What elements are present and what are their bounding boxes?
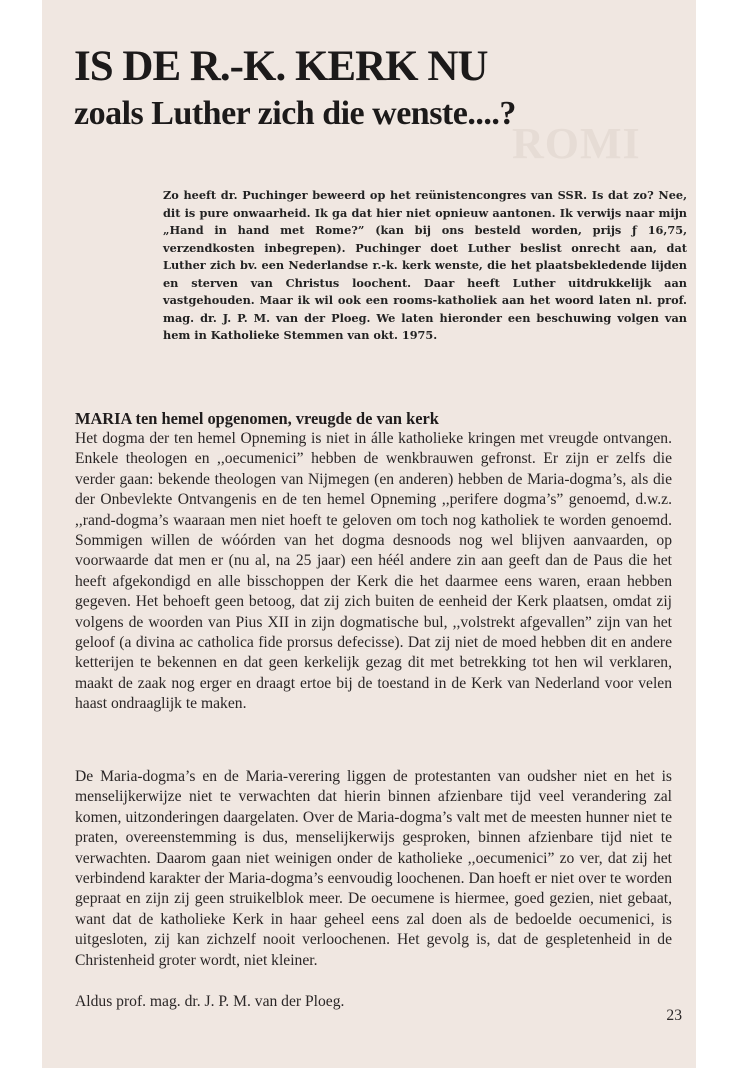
headline-line-1: IS DE R.-K. KERK NU	[74, 43, 488, 90]
headline-line-2: zoals Luther zich die wenste....?	[74, 95, 516, 132]
article-paragraph-2	[75, 767, 672, 971]
page-number: 23	[666, 1007, 682, 1024]
paragraph-text: Het dogma der ten hemel Opneming is niet in álle katholieke kringen met vreugde ontvangen. Enkele theologen en ,,oecumenici” hebben de wenkbrauwen gefronst. Er zijn er zelfs die verder gaan: bekende theologen van Nijmegen (en anderen) hebben de Maria-dogma’s, als die der Onbevlekte Ontvangenis en de ten hemel Opneming ,,perifere dogma’s” genoemd, d.w.z. ,,rand-dogma’s waaraan men niet hoeft te geloven om toch nog katholiek te worden genoemd. Sommigen willen de wóórden van het dogma desnoods nog wel blijven aanvaarden, op voorwaarde dat men er (nu al, na 25 jaar) een héél andere zin aan geeft dan de Paus die het heeft afgekondigd en alle bisschoppen der Kerk die het daarmee eens waren, eraan hebben gegeven. Het behoeft geen betoog, dat zij zich buiten de eenheid der Kerk plaatsen, omdat zij volgens de woorden van Pius XII in zijn dogmatische bul, ,,volstrekt afgevallen” zijn van het geloof (a divina ac catholica fide prorsus defecisse). Dat zij niet de moed hebben dit en andere ketterijen te bekennen en dat geen kerkelijk gezag dit met betrekking tot hen wil verklaren, maakt de zaak nog erger en draagt ertoe bij de toestand in de Kerk van Nederland voor velen haast ondraaglijk te maken.	[75, 430, 672, 713]
show-through-text: ROMI	[512, 119, 641, 168]
intro-paragraph: Zo heeft dr. Puchinger beweerd op het reünistencongres van SSR. Is dat zo? Nee, dit is pure onwaarheid. Ik ga dat hier niet opnieuw aantonen. Ik verwijs naar mijn „Hand in hand met Rome?” (kan bij ons besteld worden, prijs ƒ 16,75, verzendkosten inbegrepen). Puchinger doet Luther beslist onrecht aan, dat Luther zich bv. een Nederlandse r.-k. kerk wenste, die het plaatsbekledende lijden en sterven van Christus loochent. Daar heeft Luther uitdrukkelijk aan vastgehouden. Maar ik wil ook een rooms-katholiek aan het woord laten nl. prof. mag. dr. J. P. M. van der Ploeg. We laten hieronder een beschuwing volgen van hem in Katholieke Stemmen van okt. 1975.	[163, 188, 687, 342]
magazine-page	[42, 0, 696, 1068]
intro-block	[163, 187, 687, 345]
section-title: MARIA ten hemel opgenomen, vreugde de van kerk	[75, 409, 439, 428]
article-paragraph-1	[75, 429, 672, 715]
paragraph-text: De Maria-dogma’s en de Maria-verering liggen de protestanten van oudsher niet en het is menselijkerwijze niet te verwachten dat hierin binnen afzienbare tijd veel verandering zal komen, uitzonderingen daargelaten. Over de Maria-dogma’s valt met de meesten hunner niet te praten, overeenstemming is dus, menselijkerwijs gesproken, binnen afzienbare tijd niet te verwachten. Daarom gaan niet weinigen onder de katholieke ,,oecumenici” zo ver, dat zij het verbindend karakter der Maria-dogma’s eenvoudig loochenen. Dan hoeft er niet over te worden gepraat en zijn zij geen struikelblok meer. De oecumene is hiermee, goed gezien, niet gebaat, want dat de katholieke Kerk in haar geheel eens zal doen als de bedoelde oecumenici, is uitgesloten, zij kan zichzelf nooit verloochenen. Het gevolg is, dat de gespletenheid in de Christenheid groter wordt, niet kleiner.	[75, 768, 672, 969]
signature-line: Aldus prof. mag. dr. J. P. M. van der Ploeg.	[75, 993, 345, 1010]
